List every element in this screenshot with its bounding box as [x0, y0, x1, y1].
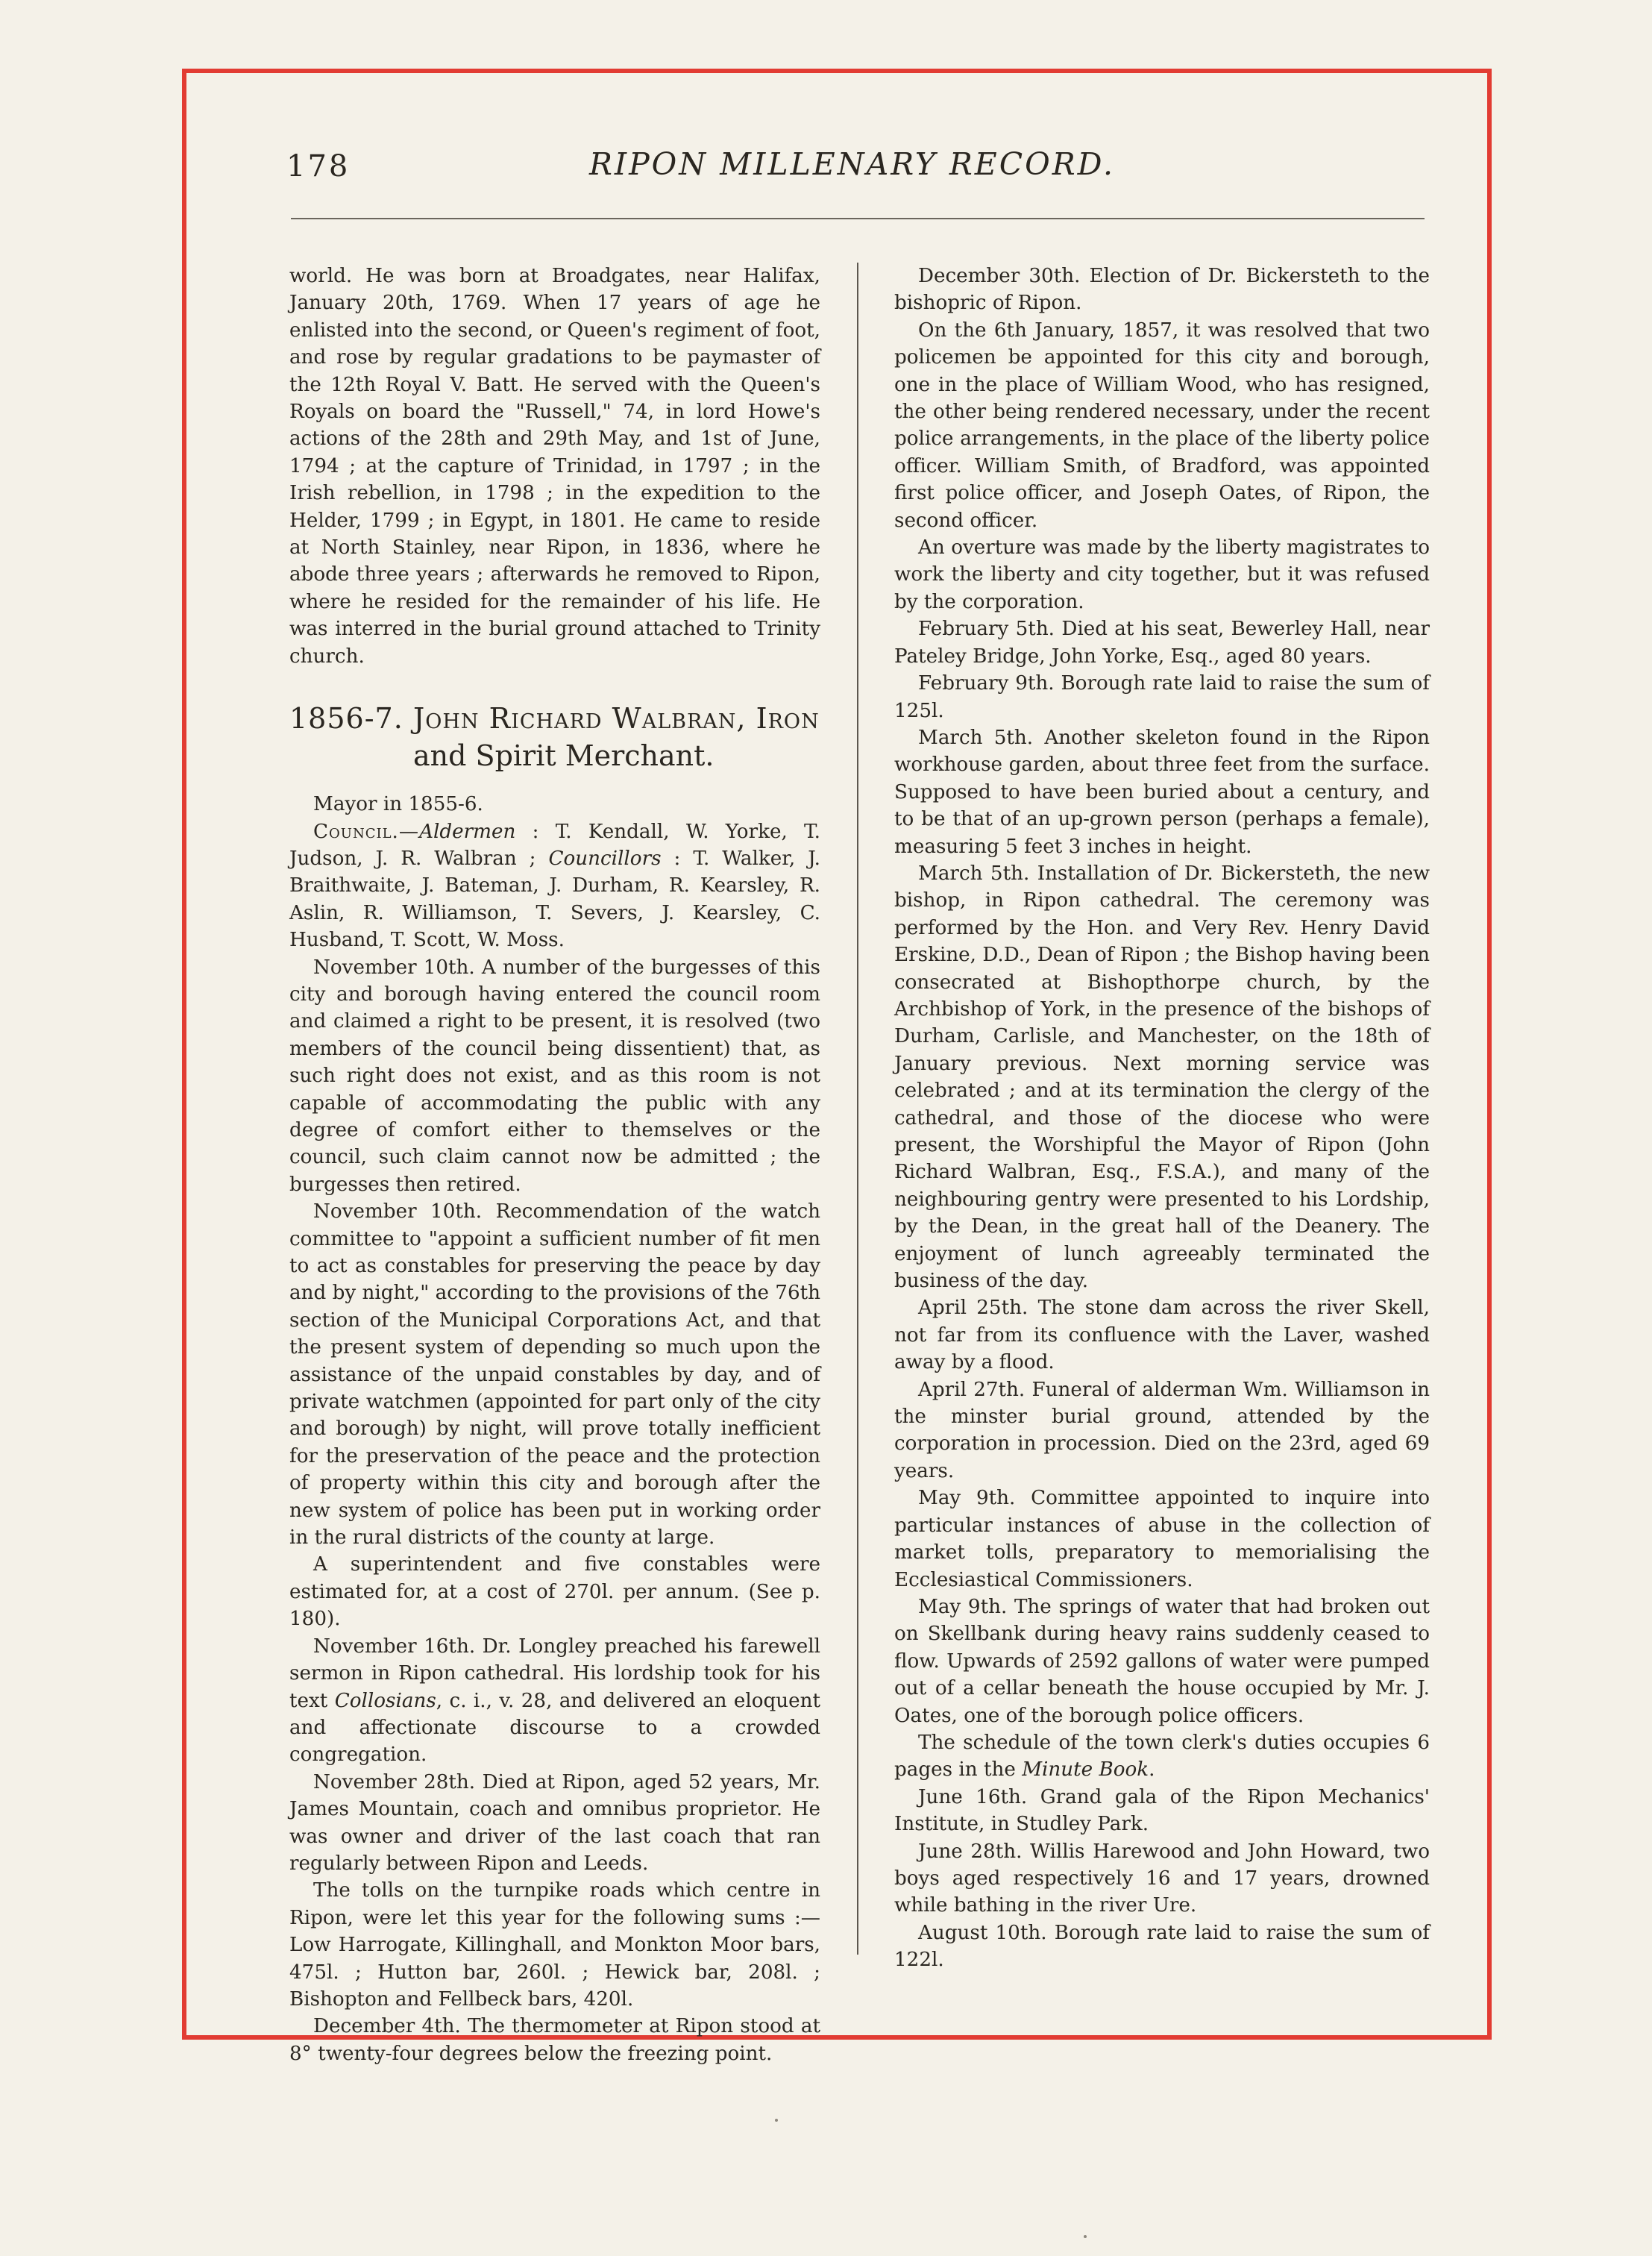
- paragraph: November 28th. Died at Ripon, aged 52 years, Mr. James Mountain, coach and omnibus proprietor. He was owner and driver of the last coach that ran regularly between Ripon and Leeds.: [289, 1770, 820, 1875]
- paragraph: On the 6th January, 1857, it was resolved that two policemen be appointed for this city and borough, one in the place of William Wood, who has resigned, the other being rendered necessary, under the recent police arrangements, in the place of the liberty police officer. William Smith, of Bradford, was appointed first police officer, and Joseph Oates, of Ripon, the second officer.: [894, 319, 1430, 532]
- text-run: , c. i., v. 28, and delivered an eloquent and affectionate discourse to a crowded congregation.: [289, 1689, 820, 1767]
- mayoral-entry-heading: [289, 700, 820, 774]
- paragraph: June 16th. Grand gala of the Ripon Mechanics' Institute, in Studley Park.: [894, 1785, 1430, 1836]
- text-run: The schedule of the town clerk's duties occupies 6 pages in the: [894, 1731, 1430, 1782]
- paragraph: August 10th. Borough rate laid to raise the sum of 122l.: [894, 1921, 1430, 1972]
- header-rule: [291, 218, 1425, 219]
- text-run: .: [1149, 1758, 1155, 1782]
- paragraph: A superintendent and five constables were estimated for, at a cost of 270l. per annum. (See p. 180).: [289, 1553, 820, 1631]
- paragraph: An overture was made by the liberty magistrates to work the liberty and city together, but it was refused by the corporation.: [894, 536, 1430, 613]
- paragraph: November 10th. A number of the burgesses of this city and borough having entered the council room and claimed a right to be present, it is resolved (two members of the council being dissentient) that, as such right does not exist, and as this room is not capable of accommodating the public with any degree of comfort either to themselves or the council, such claim cannot now be admitted ; the burgesses then retired.: [289, 956, 820, 1196]
- paragraph: April 27th. Funeral of alderman Wm. Williamson in the minster burial ground, attended by the corporation in procession. Died on the 23rd, aged 69 years.: [894, 1378, 1430, 1482]
- paragraph: world. He was born at Broadgates, near Halifax, January 20th, 1769. When 17 years of age he enlisted into the second, or Queen's regiment of foot, and rose by regular gradations to be paymaster of the 12th Royal V. Batt. He served with the Queen's Royals on board the "Russell," 74, in lord Howe's actions of the 28th and 29th May, and 1st of June, 1794 ; at the capture of Trinidad, in 1797 ; in the Irish rebellion, in 1798 ; in the expedition to the Helder, 1799 ; in Egypt, in 1801. He came to reside at North Stainley, near Ripon, in 1836, where he abode three years ; afterwards he removed to Ripon, where he resided for the remainder of his life. He was interred in the burial ground attached to Trinity church.: [289, 265, 820, 668]
- paragraph: November 10th. Recommendation of the watch committee to "appoint a sufficient number of fit men to act as constables for preserving the peace by day and by night," according to the provisions of the 76th section of the Municipal Corporations Act, and that the present system of depending so much upon the assistance of the unpaid constables by day, and of private watchmen (appointed for part only of the city and borough) by night, will prove totally inefficient for the preservation of the peace and the protection of property within this city and borough after the new system of police has been put in working order in the rural districts of the county at large.: [289, 1200, 820, 1550]
- paragraph: May 9th. Committee appointed to inquire into particular instances of abuse in the collection of market tolls, preparatory to memorialising the Ecclesiastical Commissioners.: [894, 1487, 1430, 1591]
- paragraph: December 4th. The thermometer at Ripon stood at 8° twenty-four degrees below the freezing point.: [289, 2015, 820, 2065]
- paper-speck: [1084, 2235, 1087, 2238]
- paper-speck: [775, 2119, 778, 2122]
- paragraph: June 28th. Willis Harewood and John Howard, two boys aged respectively 16 and 17 years, drowned while bathing in the river Ure.: [894, 1840, 1430, 1917]
- left-column: [289, 263, 820, 2067]
- entry-name-line1: John Richard Walbran, Iron: [413, 702, 820, 736]
- paragraph: [289, 1633, 820, 1769]
- council-label: Council.—: [313, 820, 420, 843]
- paragraph: May 9th. The springs of water that had broken out on Skellbank during heavy rains suddenly ceased to flow. Upwards of 2592 gallons of water were pumped out of a cellar beneath the house occupied by Mr. J. Oates, one of the borough police officers.: [894, 1595, 1430, 1727]
- paragraph: March 5th. Another skeleton found in the Ripon workhouse garden, about three feet from the surface. Supposed to have been buried about a century, and to be that of an up-grown person (perhaps a female), measuring 5 feet 3 inches in height.: [894, 726, 1430, 858]
- paragraph: Mayor in 1855-6.: [313, 793, 483, 816]
- paragraph: The tolls on the turnpike roads which centre in Ripon, were let this year for the following sums :— Low Harrogate, Killinghall, and Monkton Moor bars, 475l. ; Hutton bar, 260l. ; Hewick bar, 208l. ; Bishopton and Fellbeck bars, 420l.: [289, 1879, 820, 2011]
- councillors-text: : T. Walker, J. Braithwaite, J. Bateman, J. Durham, R. Kearsley, R. Aslin, R. Williamson, T. Severs, J. Kearsley, C. Husband, T. Scott, W. Moss.: [289, 847, 820, 952]
- text-run-italic: Minute Book: [1022, 1758, 1149, 1782]
- entry-name-line2: and Spirit Merchant.: [413, 739, 714, 773]
- paragraph: February 9th. Borough rate laid to raise the sum of 125l.: [894, 672, 1430, 722]
- paragraph: April 25th. The stone dam across the river Skell, not far from its confluence with the Laver, washed away by a flood.: [894, 1297, 1430, 1374]
- page-number: 178: [286, 149, 351, 184]
- paragraph: December 30th. Election of Dr. Bickersteth to the bishopric of Ripon.: [894, 265, 1430, 315]
- entry-name: [413, 700, 820, 774]
- column-divider: [857, 263, 858, 1955]
- paragraph: February 5th. Died at his seat, Bewerley Hall, near Pateley Bridge, John Yorke, Esq., aged 80 years.: [894, 618, 1430, 668]
- running-title: RIPON MILLENARY RECORD.: [589, 146, 1116, 182]
- right-column: [894, 263, 1430, 1974]
- aldermen-text: : T. Kendall, W. Yorke, T. Judson, J. R. Walbran ;: [289, 820, 820, 870]
- council-paragraph: [289, 818, 820, 954]
- entry-year: 1856-7.: [289, 702, 403, 736]
- text-run: November 16th. Dr. Longley preached his farewell sermon in Ripon cathedral. His lordship took for his text: [289, 1635, 820, 1712]
- text-run-italic: Collosians: [334, 1689, 436, 1712]
- aldermen-label: Aldermen: [419, 820, 516, 843]
- councillors-label: Councillors: [548, 847, 662, 870]
- paragraph: March 5th. Installation of Dr. Bickersteth, the new bishop, in Ripon cathedral. The ceremony was performed by the Hon. and Very Rev. Henry David Erskine, D.D., Dean of Ripon ; the Bishop having been consecrated at Bishopthorpe church, by the Archbishop of York, in the presence of the bishops of Durham, Carlisle, and Manchester, on the 18th of January previous. Next morning service was celebrated ; and at its termination the clergy of the cathedral, and those of the diocese who were present, the Worshipful the Mayor of Ripon (John Richard Walbran, Esq., F.S.A.), and many of the neighbouring gentry were presented to his Lordship, by the Dean, in the great hall of the Deanery. The enjoyment of lunch agreeably terminated the business of the day.: [894, 862, 1430, 1293]
- paragraph: [894, 1729, 1430, 1784]
